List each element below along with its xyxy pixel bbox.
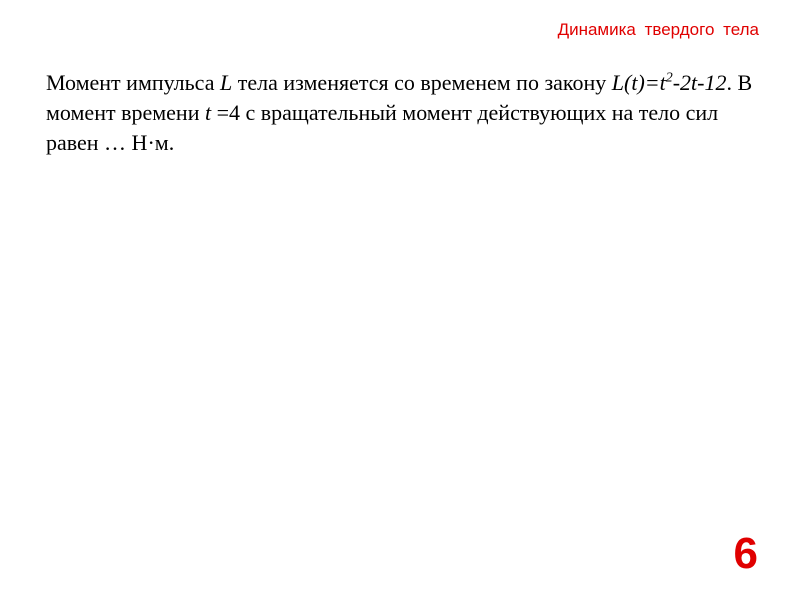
- slide-number: 6: [733, 529, 758, 578]
- variable-t: t: [204, 100, 212, 125]
- problem-after-L: тела изменяется со временем по закону: [232, 70, 612, 95]
- problem-intro: Момент импульса: [46, 70, 220, 95]
- problem-time-and-question: =4 с вращательный момент действующих на тело сил равен … Н·м.: [46, 100, 719, 155]
- formula-start: L(t)=t: [611, 70, 666, 95]
- topic-title: Динамика твердого тела: [557, 20, 759, 39]
- formula-exponent: 2: [665, 70, 673, 86]
- formula-end: -2t-12: [672, 70, 727, 95]
- problem-text: [46, 68, 766, 158]
- problem-after-formula: . В момент времени: [46, 70, 753, 125]
- variable-L: L: [219, 70, 233, 95]
